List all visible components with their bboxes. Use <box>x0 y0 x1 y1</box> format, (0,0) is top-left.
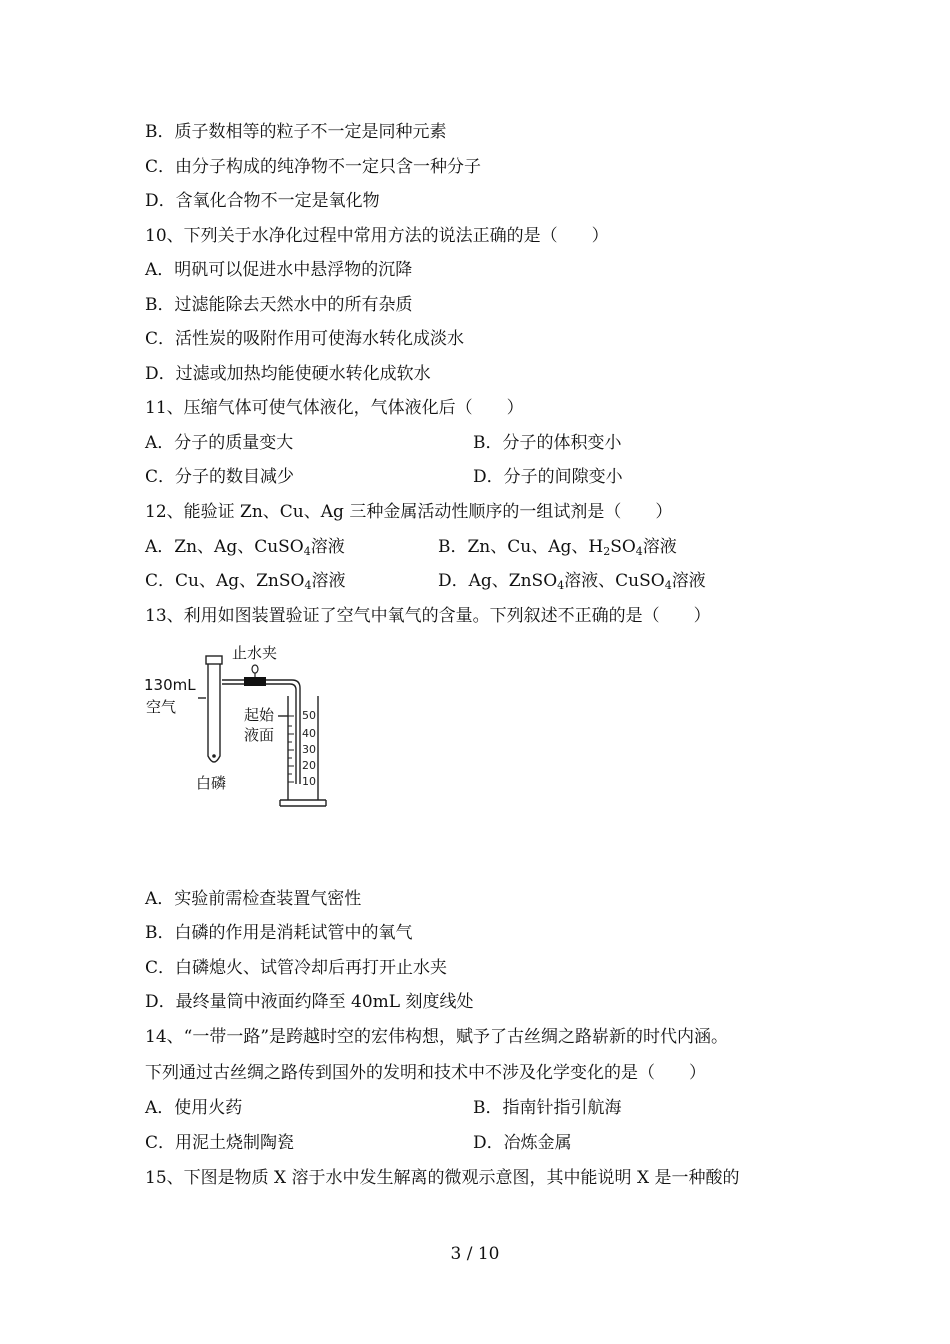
q10-option-b: B．过滤能除去天然水中的所有杂质 <box>145 295 413 315</box>
q11-option-a: A．分子的质量变大 <box>145 433 294 453</box>
q9-option-b: B．质子数相等的粒子不一定是同种元素 <box>145 122 447 142</box>
white-phosphorus-mark <box>212 754 216 758</box>
label-air: 空气 <box>146 698 177 716</box>
label-start-level-1: 起始 <box>244 706 275 724</box>
cylinder-scale-ticks <box>288 716 294 782</box>
q12-option-b: B．Zn、Cu、Ag、$H_2SO_4$溶液 <box>438 537 677 558</box>
q12-option-c: C．Cu、Ag、ZnSO$_4$溶液 <box>145 571 346 592</box>
label-air-volume: 130mL <box>144 676 196 694</box>
q13-option-a: A．实验前需检查装置气密性 <box>145 889 362 909</box>
scale-label-10: 10 <box>302 775 316 788</box>
q12-option-a: A．Zn、Ag、CuSO$_4$溶液 <box>145 537 345 558</box>
q11-stem: 11、压缩气体可使气体液化，气体液化后（ ） <box>145 398 524 418</box>
apparatus-diagram <box>140 638 340 818</box>
q13-option-c: C．白磷熄火、试管冷却后再打开止水夹 <box>145 958 448 978</box>
q13-option-d: D．最终量筒中液面约降至 40mL 刻度线处 <box>145 992 474 1012</box>
q13-stem: 13、利用如图装置验证了空气中氧气的含量。下列叙述不正确的是（ ） <box>145 606 711 626</box>
water-clamp <box>244 665 266 686</box>
scale-label-30: 30 <box>302 743 316 756</box>
label-white-phosphorus: 白磷 <box>196 774 227 792</box>
scale-label-40: 40 <box>302 727 316 740</box>
page-number: 3 / 10 <box>450 1244 500 1264</box>
q14-stem-line1: 14、“一带一路”是跨越时空的宏伟构想，赋予了古丝绸之路崭新的时代内涵。 <box>145 1027 729 1047</box>
q13-option-b: B．白磷的作用是消耗试管中的氧气 <box>145 923 413 943</box>
q9-option-c: C．由分子构成的纯净物不一定只含一种分子 <box>145 157 482 177</box>
q11-option-b: B．分子的体积变小 <box>473 433 622 453</box>
label-water-clamp: 止水夹 <box>232 644 278 662</box>
label-start-level-2: 液面 <box>244 726 275 744</box>
q10-stem: 10、下列关于水净化过程中常用方法的说法正确的是（ ） <box>145 226 609 246</box>
q14-option-c: C．用泥土烧制陶瓷 <box>145 1133 295 1153</box>
q14-stem-line2: 下列通过古丝绸之路传到国外的发明和技术中不涉及化学变化的是（ ） <box>145 1063 706 1083</box>
test-tube <box>198 656 222 762</box>
q11-option-d: D．分子的间隙变小 <box>473 467 623 487</box>
q12-option-d: D．Ag、ZnSO$_4$溶液、CuSO$_4$溶液 <box>438 571 706 592</box>
q12-stem: 12、能验证 Zn、Cu、Ag 三种金属活动性顺序的一组试剂是（ ） <box>145 502 673 522</box>
scale-label-50: 50 <box>302 709 316 722</box>
scale-label-20: 20 <box>302 759 316 772</box>
q10-option-d: D．过滤或加热均能使硬水转化成软水 <box>145 364 431 384</box>
q11-option-c: C．分子的数目减少 <box>145 467 295 487</box>
test-tube-stopper <box>206 656 222 664</box>
q14-option-a: A．使用火药 <box>145 1098 243 1118</box>
q14-option-b: B．指南针指引航海 <box>473 1098 622 1118</box>
q10-option-c: C．活性炭的吸附作用可使海水转化成淡水 <box>145 329 465 349</box>
q10-option-a: A．明矾可以促进水中悬浮物的沉降 <box>145 260 413 280</box>
q9-option-d: D．含氧化合物不一定是氧化物 <box>145 191 380 211</box>
q15-stem: 15、下图是物质 X 溶于水中发生解离的微观示意图，其中能说明 X 是一种酸的 <box>145 1168 740 1188</box>
q14-option-d: D．冶炼金属 <box>473 1133 572 1153</box>
